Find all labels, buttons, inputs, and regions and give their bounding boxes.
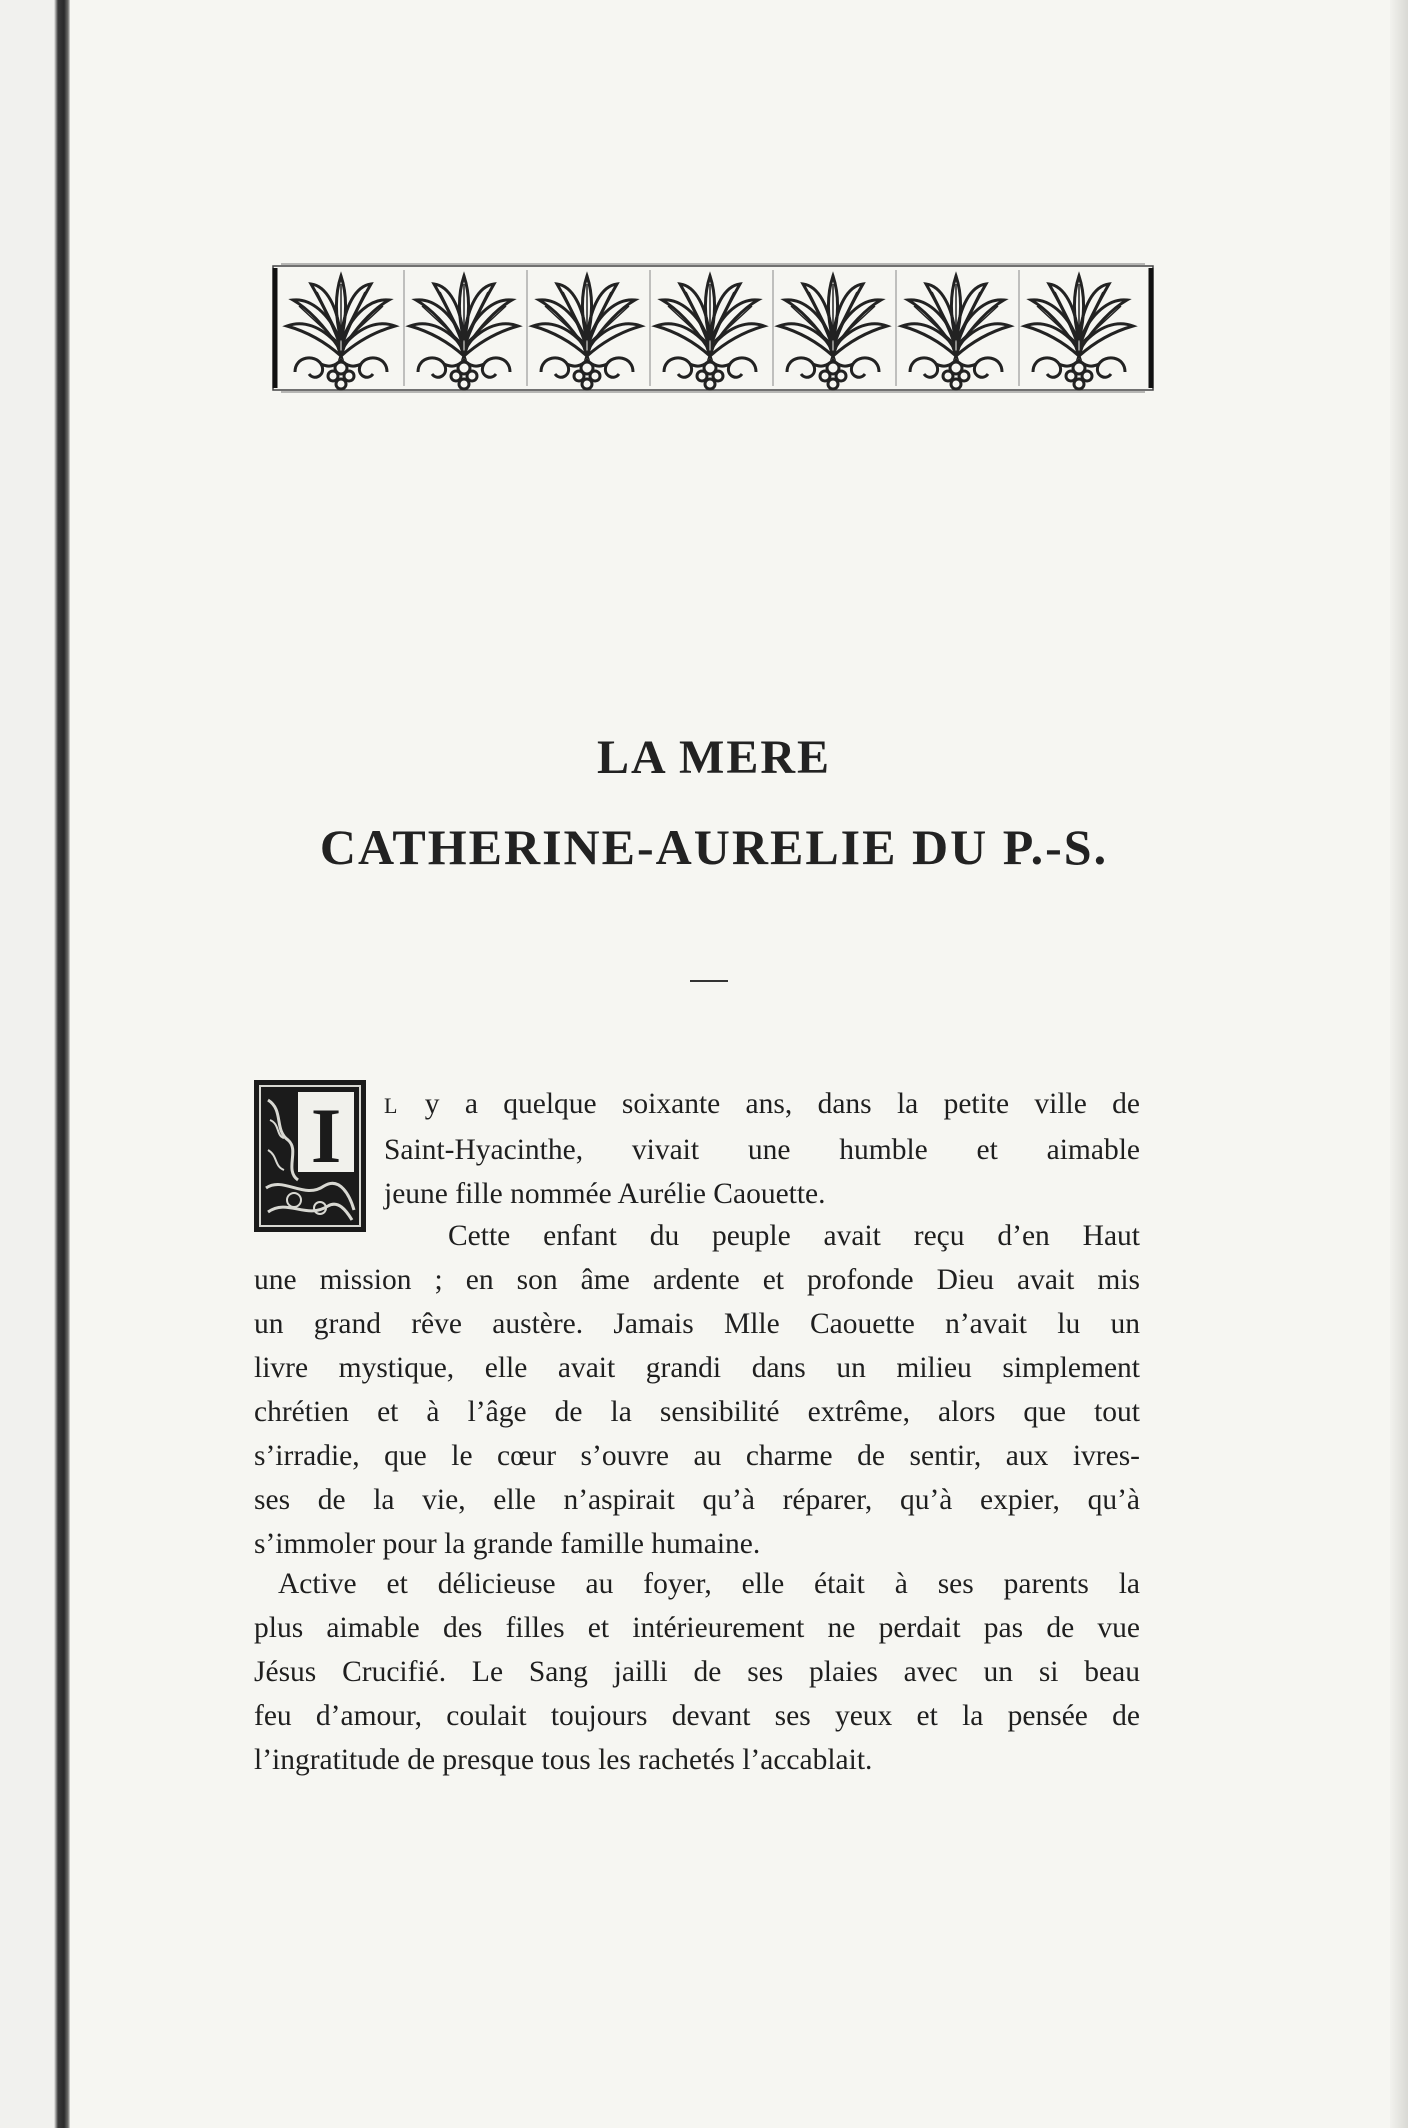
paragraph-2-line: feu d’amour, coulait toujours devant ses yeux et la pensée de: [254, 1700, 1140, 1732]
paragraph-2-line: plus aimable des filles et intérieurement ne perdait pas de vue: [254, 1612, 1140, 1644]
paragraph-1-line: s’immoler pour la grande famille humaine.: [254, 1528, 761, 1560]
dropcap-letter: I: [310, 1092, 342, 1179]
paragraph-1-line: s’irradie, que le cœur s’ouvre au charme de sentir, aux ivres-: [254, 1440, 1140, 1472]
paragraph-1-line: Cette enfant du peuple avait reçu d’en Haut: [448, 1220, 1140, 1252]
paragraph-2-line: Jésus Crucifié. Le Sang jailli de ses plaies avec un si beau: [254, 1656, 1140, 1688]
paragraph-1-line: ses de la vie, elle n’aspirait qu’à réparer, qu’à expier, qu’à: [254, 1484, 1140, 1516]
ornamental-headpiece: [271, 256, 1155, 396]
paragraph-1: [254, 1214, 1140, 1566]
paragraph-2-line: l’ingratitude de presque tous les rachetés l’accablait.: [254, 1744, 873, 1776]
opening-line-1: [384, 1082, 1140, 1128]
page-right-edge: [1390, 0, 1408, 2128]
paragraph-1-line: une mission ; en son âme ardente et profonde Dieu avait mis: [254, 1264, 1140, 1296]
paragraph-2: [254, 1562, 1140, 1782]
paragraph-2-line: Active et délicieuse au foyer, elle était à ses parents la: [278, 1568, 1140, 1600]
chapter-title-line-1: LA MERE: [596, 731, 832, 784]
opening-line-2: Saint-Hyacinthe, vivait une humble et aimable: [384, 1134, 1140, 1166]
paragraph-1-line: livre mystique, elle avait grandi dans un milieu simplement: [254, 1352, 1140, 1384]
binding-gutter: [0, 0, 70, 2128]
opening-line-1-text: y a quelque soixante ans, dans la petite ville de: [399, 1088, 1140, 1120]
decorated-dropcap: [254, 1080, 366, 1232]
paragraph-1-line: chrétien et à l’âge de la sensibilité extrême, alors que tout: [254, 1396, 1140, 1428]
opening-line-3: jeune fille nommée Aurélie Caouette.: [384, 1178, 826, 1210]
opening-lines: [384, 1082, 1140, 1216]
opening-smallcap: L: [384, 1093, 400, 1118]
chapter-title-line-2: CATHERINE-AURELIE DU P.-S.: [319, 819, 1109, 875]
title-separator-rule: [690, 980, 728, 982]
paragraph-1-line: un grand rêve austère. Jamais Mlle Caouette n’avait lu un: [254, 1308, 1140, 1340]
